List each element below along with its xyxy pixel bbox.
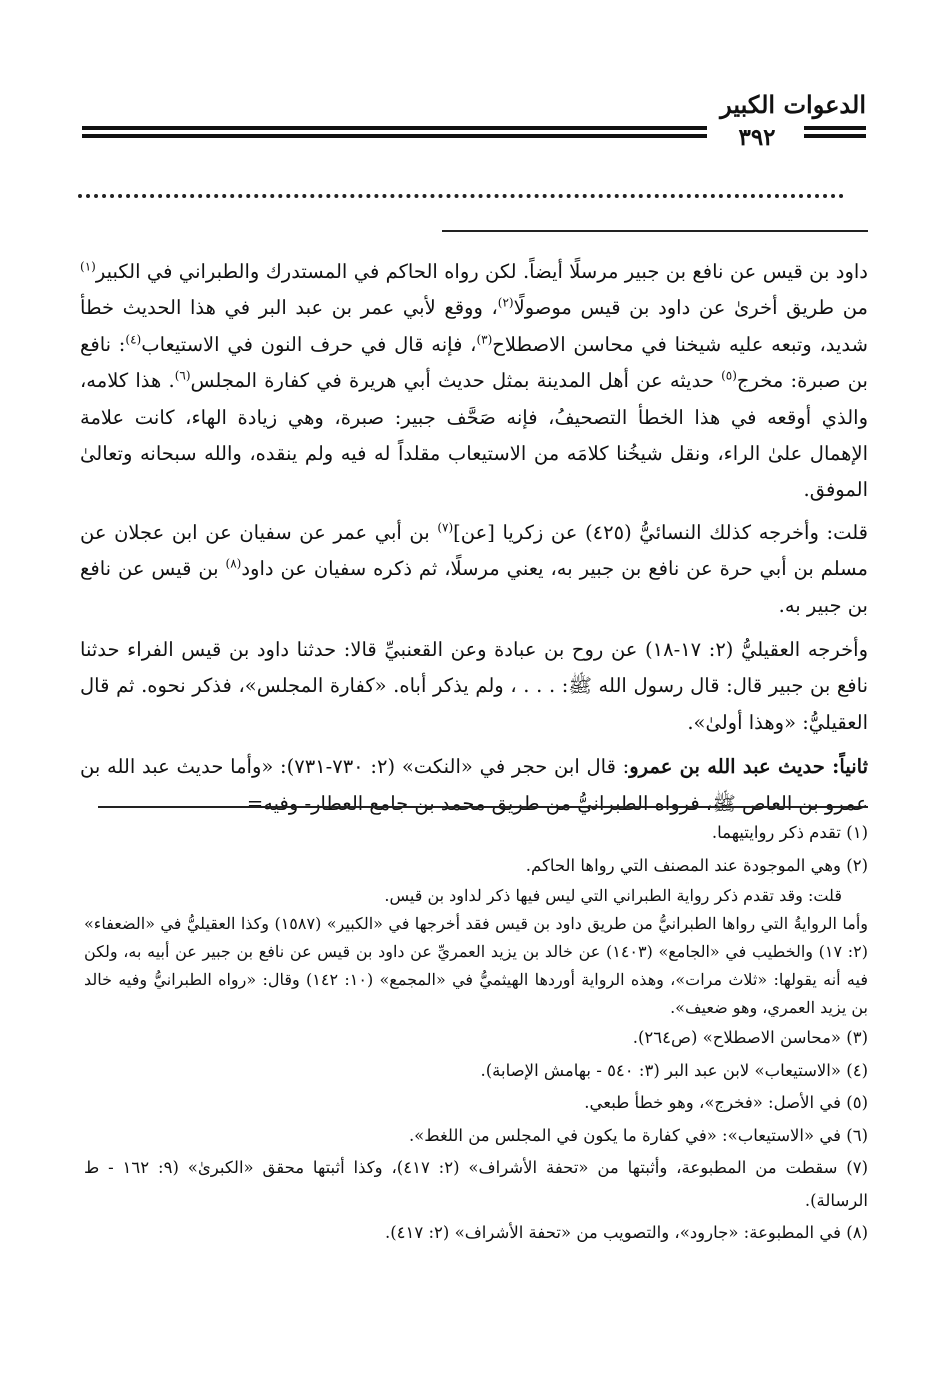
- footnote-ref-3: (٣): [476, 332, 493, 347]
- paragraph-3: وأخرجه العقيليُّ (٢: ١٧-١٨) عن روح بن عبادة وعن القعنبيِّ قالا: حدثنا داود بن قيس الفراء حدثنا نافع بن جبير قال: قال رسول الله ﷺ: . . . ، ولم يذكر أباه. «كفارة المجلس»، فذكر نحوه. ثم قال العقيليُّ: «وهذا أولىٰ».: [80, 638, 868, 734]
- footnote-5: (٥) في الأصل: «فخرج»، وهو خطأ طبعي.: [584, 1093, 868, 1112]
- footnote-2-detail: وأما الروايةُ التي رواها الطبرانيُّ من طريق داود بن قيس فقد أخرجها في «الكبير» (١٥٨٧) وكذا العقيليُّ في «الضعفاء» (٢: ١٧) والخطيب في «الجامع» (١٤٠٣) عن خالد بن يزيد العمريِّ عن داود بن قيس عن نافع بن جبير عن أبيه به، ولكن فيه أنه يقولها: «ثلاث مرات»، وهذه الرواية أوردها الهيثميُّ في «المجمع» (١٠: ١٤٢) وقال: «رواه الطبرانيُّ وفيه خالد بن يزيد العمري، وهو ضعيف».: [84, 914, 868, 1017]
- footnote-3: (٣) «محاسن الاصطلاح» (ص٢٦٤).: [632, 1028, 868, 1047]
- footnote-ref-5: (٥): [721, 368, 737, 383]
- running-header-title: الدعوات الكبير: [720, 90, 866, 119]
- page-number: ٣٩٢: [738, 124, 776, 151]
- footnote-ref-1: (١): [80, 259, 96, 274]
- footnote-1: (١) تقدم ذكر روايتيهما.: [711, 823, 868, 842]
- footnotes: [84, 817, 868, 1250]
- footnote-2-comment: قلت: وقد تقدم ذكر رواية الطبراني التي ليس فيها ذكر لداود بن قيس.: [384, 886, 842, 905]
- header-rule-left: [82, 126, 707, 142]
- footnote-rule: [98, 806, 868, 808]
- footnote-4: (٤) «الاستيعاب» لابن عبد البر (٣: ٥٤٠ - بهامش الإصابة).: [480, 1060, 868, 1080]
- footnote-ref-6: (٦): [174, 368, 191, 383]
- header-rule-right: [804, 126, 866, 142]
- footnote-8: (٨) في المطبوعة: «جارود»، والتصويب من «تحفة الأشراف» (٢: ٤١٧).: [384, 1223, 868, 1242]
- footnote-ref-7: (٧): [437, 520, 454, 535]
- paragraph-1: داود بن قيس عن نافع بن جبير مرسلًا أيضاً. لكن رواه الحاكم في المستدرك والطبراني في الكبير$^{(١)}$ من طريق أخرىٰ عن داود بن قيس موصولًا$^{(٢)}$، ووقع لأبي عمر بن عبد البر في هذا الحديث خطأ شديد، وتبعه عليه شيخنا في محاسن الاصطلاح$^{(٣)}$، فإنه قال في حرف النون في الاستيعاب$^{(٤)}$: نافع بن صبرة: مخرج$^{(٥)}$ حديثه عن أهل المدينة بمثل حديث أبي هريرة في كفارة المجلس$^{(٦)}$. هذا كلامه، والذي أوقعه في هذا الخطأ التصحيفُ، فإنه صَحَّف جبير: صبرة، وهي زيادة الهاء، كانت علامة الإهمال علىٰ الراء، ونقل شيخُنا كلامَه من الاستيعاب مقلداً له فيه ولم ينقده، والله سبحانه وتعالىٰ الموفق.: [80, 259, 868, 502]
- footnote-2: (٢) وهي الموجودة عند المصنف التي رواها الحاكم.: [525, 855, 868, 875]
- footnote-ref-2: (٢): [497, 295, 514, 310]
- paragraph-4: ثانياً: حديث عبد الله بن عمرو: قال ابن حجر في «النكت» (٢: ٧٣٠-٧٣١): «وأما حديث عبد الله بن عمرو بن العاص ﷺ، فرواه الطبرانيُّ من طريق محمد بن جامع العطار- وفيه=: [80, 755, 868, 815]
- paragraph-2: قلت: وأخرجه كذلك النسائيُّ (٤٢٥) عن زكريا [عن]$^{(٧)}$ بن أبي عمر عن سفيان عن ابن عجلان عن مسلم بن أبي حرة عن نافع بن جبير به، يعني مرسلًا، ثم ذكره سفيان عن داود$^{(٨)}$ بن قيس عن نافع بن جبير به.: [80, 520, 868, 617]
- section-heading: ثانياً: حديث عبد الله بن عمرو: [629, 755, 868, 779]
- footnote-6: (٦) في «الاستيعاب»: «في كفارة ما يكون في المجلس من اللغط».: [408, 1125, 868, 1145]
- main-text: [80, 254, 868, 828]
- section-rule: [442, 230, 868, 232]
- footnote-ref-4: (٤): [125, 332, 142, 347]
- footnote-7: (٧) سقطت من المطبوعة، وأثبتها من «تحفة الأشراف» (٢: ٤١٧)، وكذا أثبتها محقق «الكبرىٰ» (٩: ١٦٢ - ط الرسالة).: [84, 1158, 869, 1210]
- dotted-separator: [78, 194, 844, 198]
- footnote-ref-8: (٨): [225, 556, 242, 571]
